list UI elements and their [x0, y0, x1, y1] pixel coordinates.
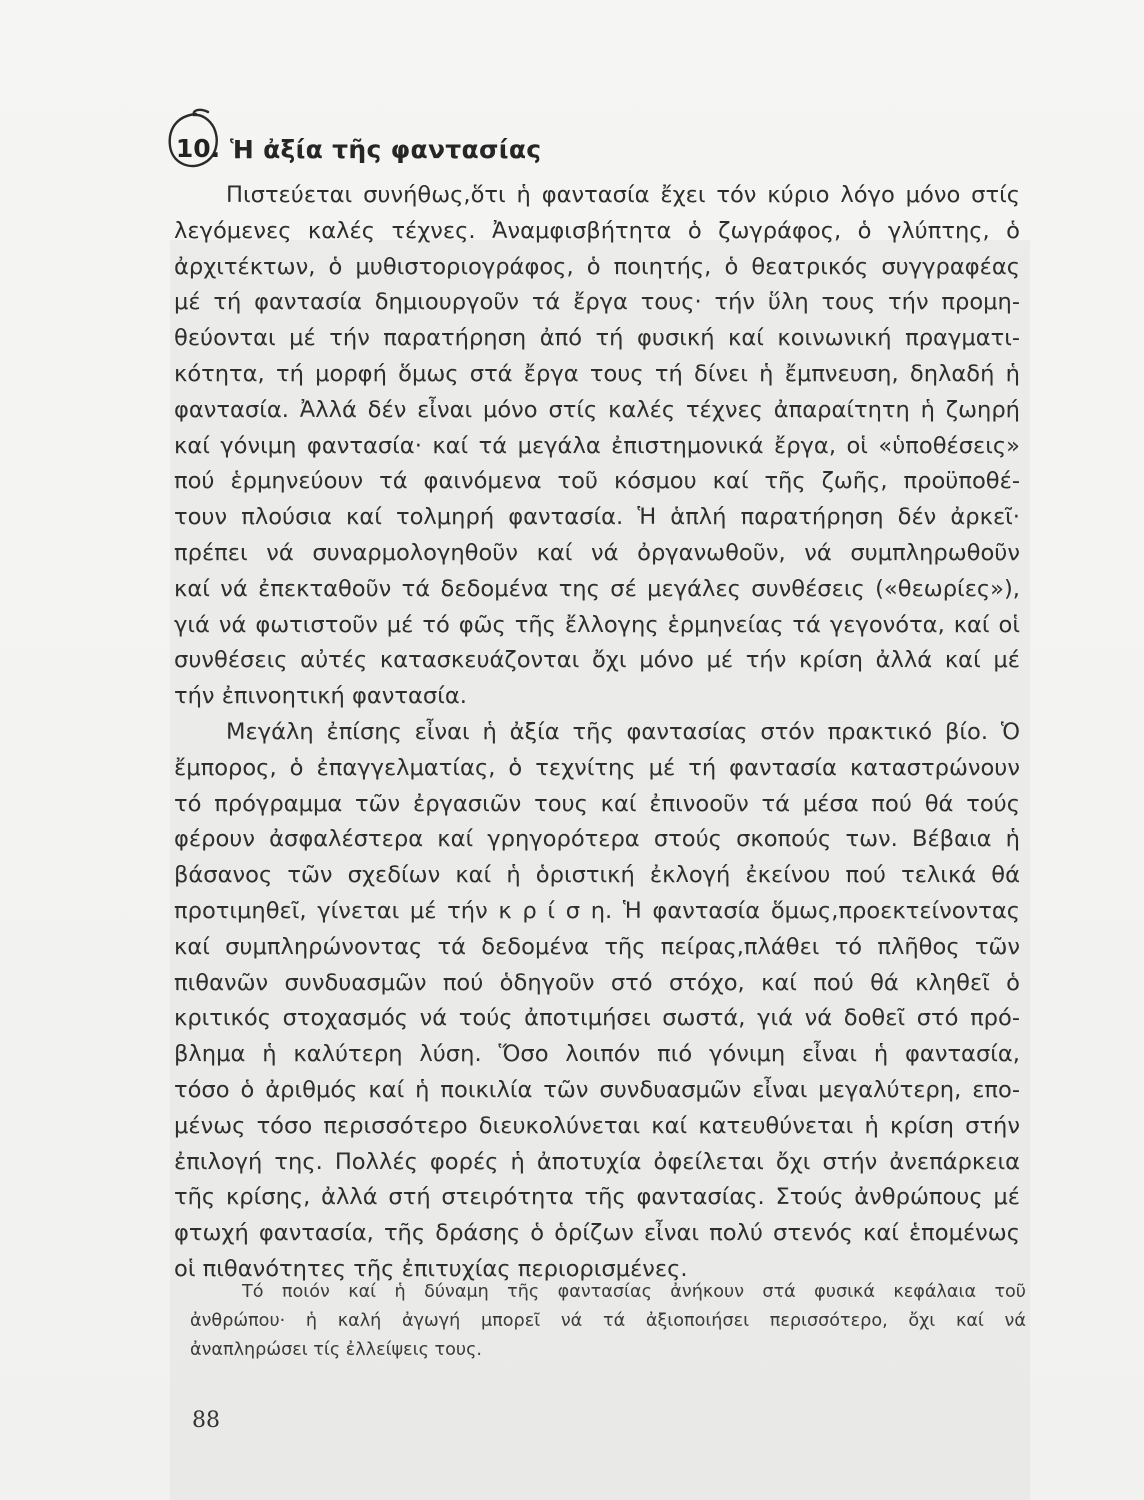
text-line: λεγόμενες καλές τέχνες. Ἀναμφισβήτητα ὁ ζωγράφος, ὁ γλύπτης, ὁ — [174, 217, 1020, 244]
footnote-line: ἀνθρώπου· ἡ καλή ἀγωγή μπορεῖ νά τά ἀξιοποιήσει περισσότερο, ὄχι καί νά — [190, 1311, 1026, 1331]
text-line: τόσο ὁ ἀριθμός καί ἡ ποικιλία τῶν συνδυασμῶν εἶναι μεγαλύτερη, επο- — [174, 1076, 1020, 1103]
text-line: κριτικός στοχασμός νά τούς ἀποτιμήσει σωστά, γιά νά δοθεῖ στό πρό- — [174, 1005, 1020, 1032]
footnote — [190, 1278, 1026, 1365]
text-line: καί νά ἐπεκταθοῦν τά δεδομένα της σέ μεγάλες συνθέσεις («θεωρίες»), — [174, 575, 1020, 602]
text-line: Πιστεύεται συνήθως,ὅτι ἡ φαντασία ἔχει τόν κύριο λόγο μόνο στίς — [226, 182, 1020, 208]
footnote-line: Τό ποιόν καί ἡ δύναμη τῆς φαντασίας ἀνήκουν στά φυσικά κεφάλαια τοῦ — [242, 1282, 1026, 1302]
text-line: ἐπιλογή της. Πολλές φορές ἡ ἀποτυχία ὀφείλεται ὄχι στήν ἀνεπάρκεια — [174, 1148, 1020, 1175]
text-line: πού ἑρμηνεύουν τά φαινόμενα τοῦ κόσμου καί τῆς ζωῆς, προϋποθέ- — [174, 468, 1020, 495]
chapter-number — [162, 108, 226, 172]
chapter-title: Ἡ ἀξία τῆς φαντασίας — [230, 134, 542, 164]
text-line: κότητα, τή μορφή ὅμως στά ἔργα τους τή δίνει ἡ ἔμπνευση, δηλαδή ἡ — [174, 360, 1020, 387]
text-line: τουν πλούσια καί τολμηρή φαντασία. Ἡ ἁπλή παρατήρηση δέν ἀρκεῖ· — [174, 504, 1020, 531]
text-line: καί συμπληρώνοντας τά δεδομένα τῆς πείρας,πλάθει τό πλῆθος τῶν — [174, 933, 1020, 960]
text-line: τῆς κρίσης, ἀλλά στή στειρότητα τῆς φαντασίας. Στούς ἀνθρώπους μέ — [174, 1184, 1020, 1211]
chapter-number-text: 10. — [175, 133, 221, 163]
text-line: φαντασία. Ἀλλά δέν εἶναι μόνο στίς καλές τέχνες ἀπαραίτητη ἡ ζωηρή — [174, 396, 1020, 423]
text-line: οἱ πιθανότητες τῆς ἐπιτυχίας περιορισμένες. — [174, 1255, 688, 1282]
text-line: τήν ἐπινοητική φαντασία. — [174, 683, 467, 710]
text-line: φέρουν ἀσφαλέστερα καί γρηγορότερα στούς σκοπούς των. Βέβαια ἡ — [174, 826, 1020, 853]
text-line: μέ τή φαντασία δημιουργοῦν τά ἔργα τους· τήν ὕλη τους τήν προμη- — [174, 289, 1020, 316]
paragraph-2 — [174, 715, 1020, 1288]
text-line: τό πρόγραμμα τῶν ἐργασιῶν τους καί ἐπινοοῦν τά μέσα πού θά τούς — [174, 790, 1020, 817]
text-line: βάσανος τῶν σχεδίων καί ἡ ὁριστική ἐκλογή ἐκείνου πού τελικά θά — [174, 862, 1020, 889]
text-line: προτιμηθεῖ, γίνεται μέ τήν κ ρ ί σ η. Ἡ φαντασία ὅμως,προεκτείνοντας — [174, 897, 1020, 924]
page-number: 88 — [192, 1408, 220, 1433]
text-line: ἀρχιτέκτων, ὁ μυθιστοριογράφος, ὁ ποιητής, ὁ θεατρικός συγγραφέας — [174, 253, 1020, 280]
text-line: βλημα ἡ καλύτερη λύση. Ὅσο λοιπόν πιό γόνιμη εἶναι ἡ φαντασία, — [174, 1041, 1020, 1068]
text-line: καί γόνιμη φαντασία· καί τά μεγάλα ἐπιστημονικά ἔργα, οἱ «ὑποθέσεις» — [174, 432, 1020, 459]
text-line: πιθανῶν συνδυασμῶν πού ὁδηγοῦν στό στόχο, καί πού θά κληθεῖ ὁ — [174, 969, 1020, 996]
body-text — [174, 178, 1020, 1288]
text-line: πρέπει νά συναρμολογηθοῦν καί νά ὀργανωθοῦν, νά συμπληρωθοῦν — [174, 539, 1020, 566]
text-line: μένως τόσο περισσότερο διευκολύνεται καί κατευθύνεται ἡ κρίση στήν — [174, 1112, 1020, 1139]
text-line: θεύονται μέ τήν παρατήρηση ἀπό τή φυσική καί κοινωνική πραγματι- — [174, 325, 1020, 352]
text-line: φτωχή φαντασία, τῆς δράσης ὁ ὁρίζων εἶναι πολύ στενός καί ἑπομένως — [174, 1220, 1020, 1247]
text-line: συνθέσεις αὐτές κατασκευάζονται ὄχι μόνο μέ τήν κρίση ἀλλά καί μέ — [174, 647, 1020, 674]
chapter-heading — [162, 100, 541, 180]
text-line: Μεγάλη ἐπίσης εἶναι ἡ ἀξία τῆς φαντασίας στόν πρακτικό βίο. Ὁ — [226, 718, 1020, 745]
footnote-line: ἀναπληρώσει τίς ἐλλείψεις τους. — [190, 1340, 482, 1360]
text-line: ἔμπορος, ὁ ἐπαγγελματίας, ὁ τεχνίτης μέ τή φαντασία καταστρώνουν — [174, 754, 1020, 781]
text-line: γιά νά φωτιστοῦν μέ τό φῶς τῆς ἔλλογης ἑρμηνείας τά γεγονότα, καί οἱ — [174, 611, 1020, 638]
paragraph-1 — [174, 178, 1020, 715]
